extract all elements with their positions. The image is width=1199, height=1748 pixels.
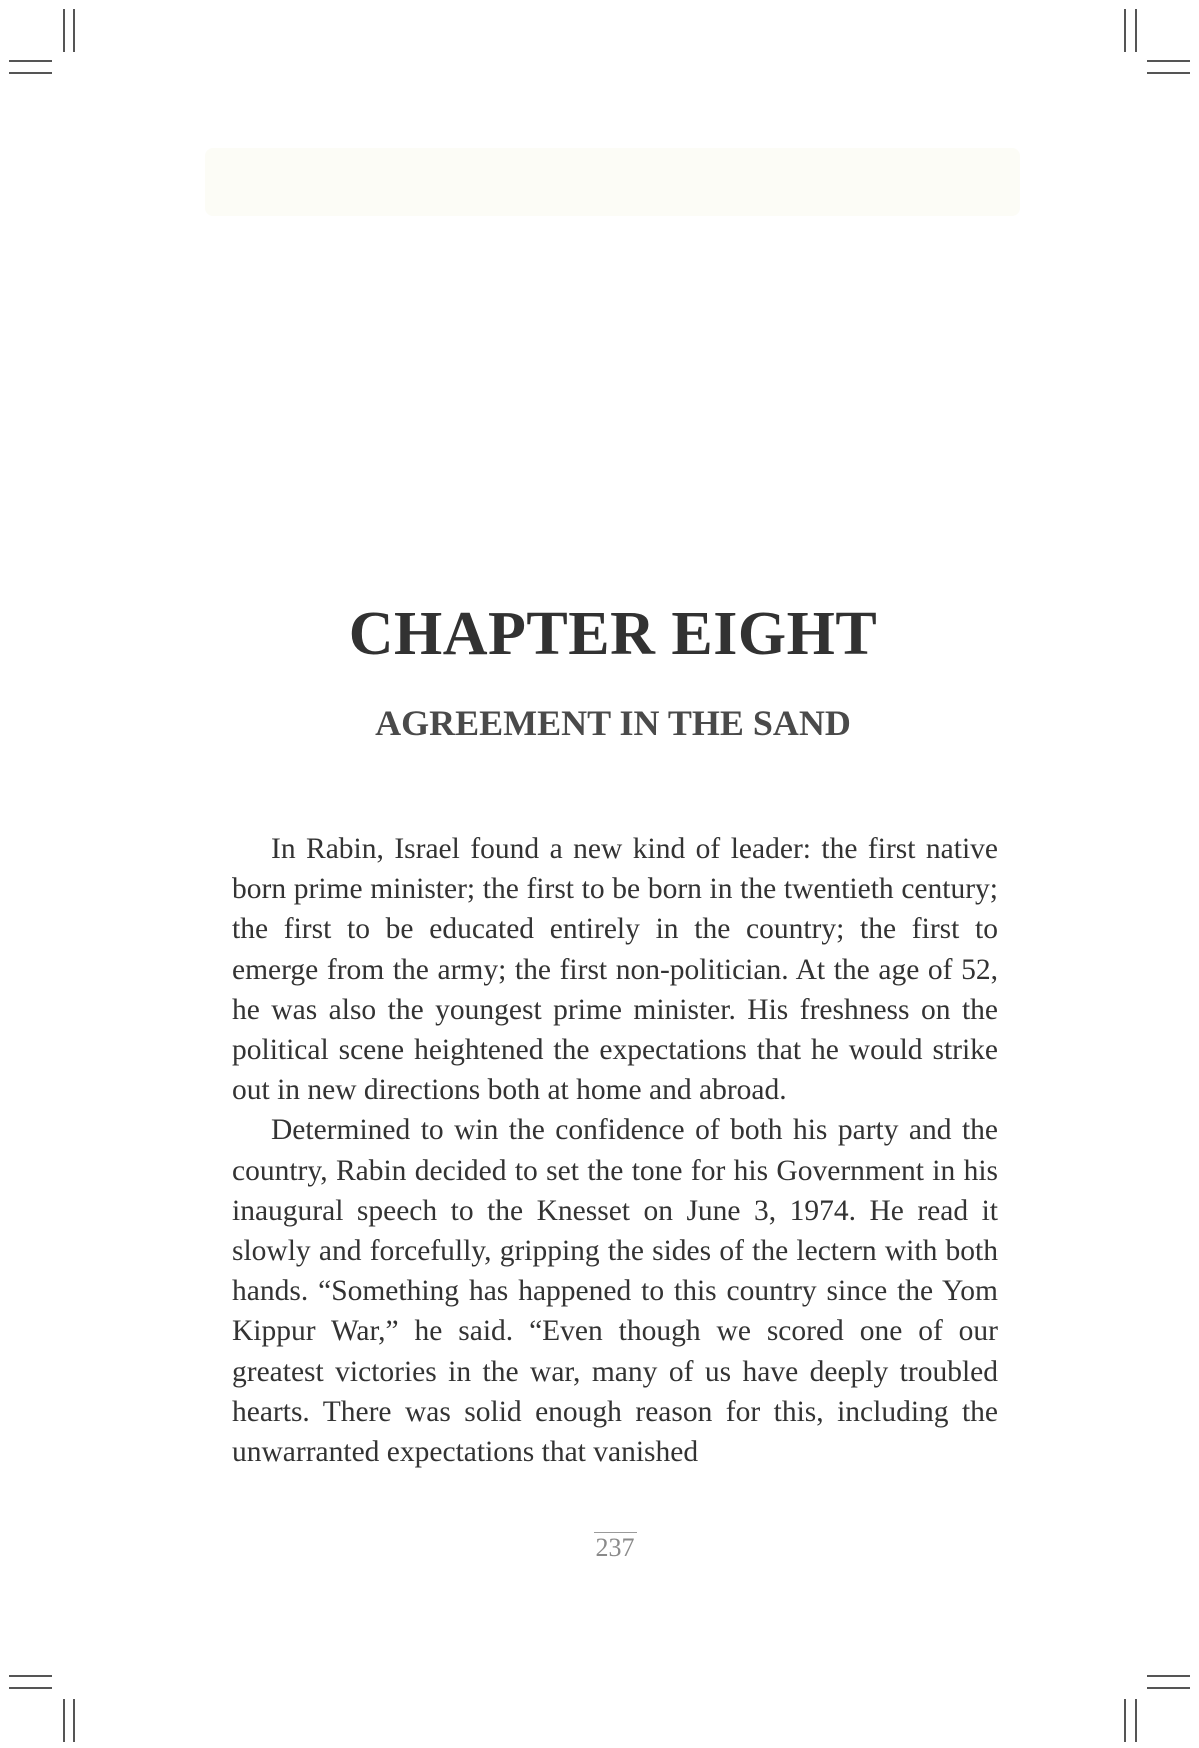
crop-mark-top-left-horizontal-2 <box>9 72 52 74</box>
crop-mark-bottom-left-horizontal-2 <box>9 1687 52 1689</box>
chapter-subtitle: AGREEMENT IN THE SAND <box>375 703 851 743</box>
body-paragraph-1: In Rabin, Israel found a new kind of leader: the first native born prime minister; the first to be born in the twentieth century; the first to be educated entirely in the country; the first to emerge from the army; the first non-politician. At the age of 52, he was also the youngest prime minister. His freshness on the political scene heightened the expectations that he would strike out in new directions both at home and abroad. <box>232 833 998 1107</box>
crop-mark-top-left-vertical-1 <box>63 9 65 52</box>
crop-mark-top-right-vertical-2 <box>1135 9 1137 52</box>
crop-mark-bottom-left-vertical-2 <box>73 1699 75 1742</box>
crop-mark-bottom-left-horizontal-1 <box>9 1675 52 1677</box>
crop-mark-top-right-vertical-1 <box>1124 9 1126 52</box>
crop-mark-bottom-right-vertical-1 <box>1124 1699 1126 1742</box>
crop-mark-bottom-right-horizontal-1 <box>1147 1675 1190 1677</box>
crop-mark-top-left-vertical-2 <box>73 9 75 52</box>
crop-mark-top-right-horizontal-2 <box>1147 72 1190 74</box>
crop-mark-bottom-right-horizontal-2 <box>1147 1687 1190 1689</box>
crop-mark-top-right-horizontal-1 <box>1147 60 1190 62</box>
body-text <box>232 829 998 1472</box>
crop-mark-bottom-left-vertical-1 <box>63 1699 65 1742</box>
chapter-title: CHAPTER EIGHT <box>348 600 878 668</box>
page-number: 237 <box>595 1533 635 1562</box>
faint-header-band <box>205 148 1020 216</box>
crop-mark-bottom-right-vertical-2 <box>1135 1699 1137 1742</box>
page-footer <box>0 1532 1199 1563</box>
crop-mark-top-left-horizontal-1 <box>9 60 52 62</box>
body-paragraph-2: Determined to win the confidence of both his party and the country, Rabin decided to set the tone for his Government in his inaugural speech to the Knesset on June 3, 1974. He read it slowly and forcefully, gripping the sides of the lectern with both hands. “Something has happened to this country since the Yom Kippur War,” he said. “Even though we scored one of our greatest victories in the war, many of us have deeply troubled hearts. There was solid enough reason for this, including the unwarranted expectations that vanished <box>232 1114 998 1469</box>
